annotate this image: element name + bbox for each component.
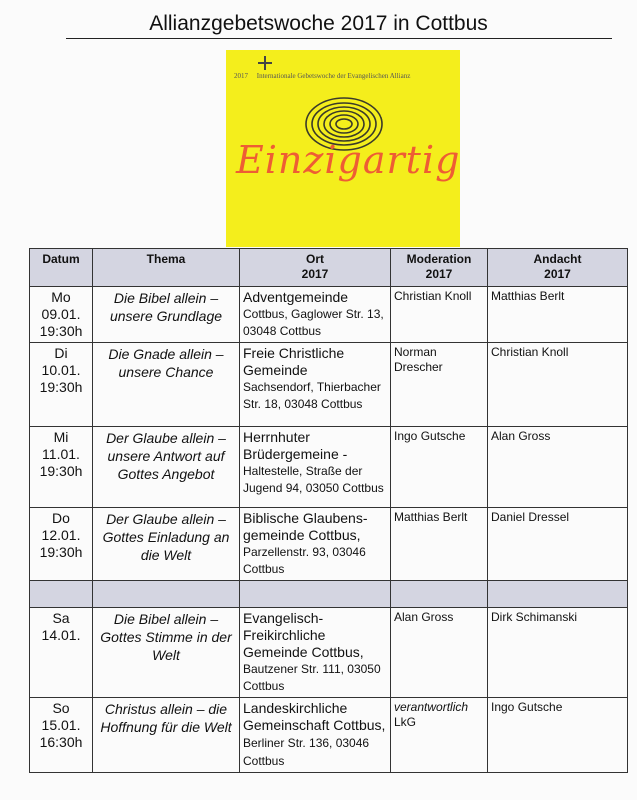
andacht-cell: Dirk Schimanski [488, 608, 628, 698]
andacht-cell: Matthias Berlt [488, 287, 628, 343]
header-place: Ort 2017 [240, 249, 391, 287]
header-moderation: Moderation 2017 [391, 249, 488, 287]
moderation-cell: Matthias Berlt [391, 508, 488, 581]
table-row [30, 608, 628, 698]
theme-cell: Die Gnade allein – unsere Chance [93, 343, 240, 427]
andacht-cell: Ingo Gutsche [488, 698, 628, 773]
moderation-cell: verantwortlich LkG [391, 698, 488, 773]
place-cell: Landeskirchliche Gemeinschaft Cottbus, Berliner Str. 136, 03046 Cottbus [240, 698, 391, 773]
moderation-cell: Ingo Gutsche [391, 427, 488, 508]
theme-cell: Die Bibel allein – unsere Grundlage [93, 287, 240, 343]
place-cell: Evangelisch-Freikirchliche Gemeinde Cottbus, Bautzener Str. 111, 03050 Cottbus [240, 608, 391, 698]
table-row [30, 427, 628, 508]
header-theme: Thema [93, 249, 240, 287]
table-header-row [30, 249, 628, 287]
place-cell: Herrnhuter Brüdergemeine - Haltestelle, Straße der Jugend 94, 03050 Cottbus [240, 427, 391, 508]
theme-cell: Christus allein – die Hoffnung für die Welt [93, 698, 240, 773]
table-row [30, 508, 628, 581]
cover-org: Internationale Gebetswoche der Evangelischen Allianz [256, 72, 411, 80]
date-cell: Mo 09.01. 19:30h [30, 287, 93, 343]
theme-cell: Die Bibel allein – Gottes Stimme in der Welt [93, 608, 240, 698]
place-cell: Adventgemeinde Cottbus, Gaglower Str. 13, 03048 Cottbus [240, 287, 391, 343]
andacht-cell: Alan Gross [488, 427, 628, 508]
date-cell: Do 12.01. 19:30h [30, 508, 93, 581]
table-row [30, 343, 628, 427]
title-underline [66, 38, 612, 39]
cover-slogan: Einzigartig [236, 138, 460, 182]
moderation-cell: Norman Drescher [391, 343, 488, 427]
theme-cell: Der Glaube allein – Gottes Einladung an die Welt [93, 508, 240, 581]
place-cell: Biblische Glaubens-gemeinde Cottbus, Parzellenstr. 93, 03046 Cottbus [240, 508, 391, 581]
date-cell: So 15.01. 16:30h [30, 698, 93, 773]
page-title: Allianzgebetswoche 2017 in Cottbus [149, 12, 488, 35]
moderation-cell: Alan Gross [391, 608, 488, 698]
theme-cell: Der Glaube allein – unsere Antwort auf Gottes Angebot [93, 427, 240, 508]
cover-image [226, 50, 460, 247]
alliance-logo-icon [258, 56, 272, 70]
place-cell: Freie Christliche Gemeinde Sachsendorf, Thierbacher Str. 18, 03048 Cottbus [240, 343, 391, 427]
cover-year: 2017 [234, 72, 248, 80]
date-cell: Mi 11.01. 19:30h [30, 427, 93, 508]
header-date: Datum [30, 249, 93, 287]
table-row [30, 287, 628, 343]
andacht-cell: Daniel Dressel [488, 508, 628, 581]
moderation-cell: Christian Knoll [391, 287, 488, 343]
header-andacht: Andacht 2017 [488, 249, 628, 287]
schedule-table [29, 248, 628, 773]
date-cell: Di 10.01. 19:30h [30, 343, 93, 427]
table-row [30, 698, 628, 773]
cover-topline [234, 72, 410, 80]
andacht-cell: Christian Knoll [488, 343, 628, 427]
spacer-row [30, 581, 628, 608]
date-cell: Sa 14.01. [30, 608, 93, 698]
